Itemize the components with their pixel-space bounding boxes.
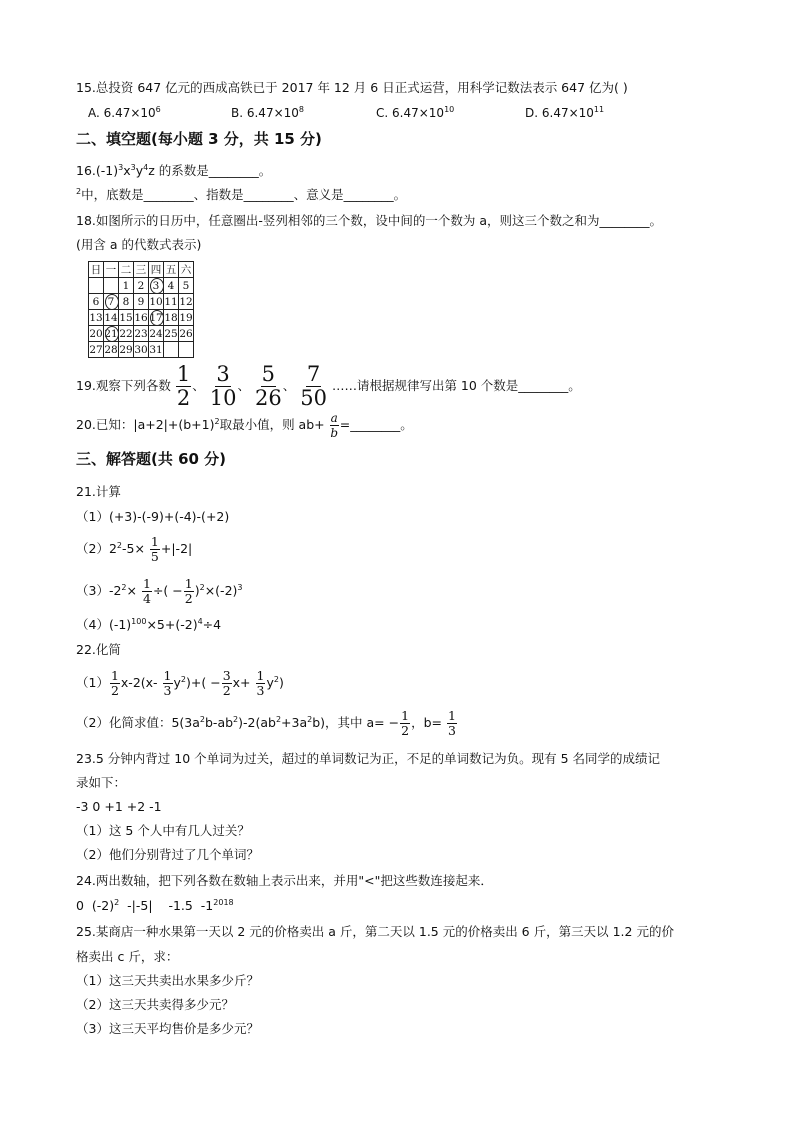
question-23-part1: （1）这 5 个人中有几人过关？ <box>76 823 250 838</box>
section-answer-heading: 三、解答题(共 60 分) <box>76 450 227 468</box>
question-21-part2: $(2)2^2-5\times$ $\frac{1}{5}$ +|-2| <box>76 533 193 564</box>
fraction: $\frac{1}{2}$ <box>110 667 119 698</box>
calendar-cell: 22 <box>119 327 133 340</box>
calendar-header-cell: 日 <box>89 262 104 278</box>
calendar-row <box>89 326 194 342</box>
calendar-cell: 5 <box>179 278 194 294</box>
fraction: $\frac{1}{2}$ <box>401 707 410 738</box>
fraction: $\frac{a}{b}$ <box>330 411 339 440</box>
calendar-header-cell: 三 <box>134 262 149 278</box>
calendar-header-cell: 五 <box>164 262 179 278</box>
option-d: D. $6.47\times 10^{11}$ <box>525 105 605 120</box>
question-24-line1: 24.两出数轴，把下列各数在数轴上表示出来，并用"<"把这些数连接起来． <box>76 873 493 888</box>
calendar-cell: 25 <box>164 327 178 340</box>
fraction: $\frac{1}{3}$ <box>447 707 456 738</box>
question-15: 15.总投资 647 亿元的西成高铁已于 2017 年 12 月 6 日正式运营，用科学记数法表示 647 亿为( ) <box>76 80 628 95</box>
question-23-line1: 23.5 分钟内背过 10 个单词为过关，超过的单词数记为正，不足的单词数记为负。现有 5 名同学的成绩记 <box>76 751 661 766</box>
question-25-part3: （3）这三天平均售价是多少元？ <box>76 1021 259 1036</box>
fraction: $\frac{1}{2}$ <box>184 575 193 606</box>
calendar-header-cell: 一 <box>104 262 119 278</box>
question-20: 20.已知：$|a+2|+(b+1)^2$取最小值，则 ab+ $\frac{a}{b}$ =________。 <box>76 411 413 440</box>
calendar-cell <box>104 278 119 294</box>
option-c: C. $6.47\times 10^{10}$ <box>376 105 455 120</box>
calendar-cell: 1 <box>119 278 134 294</box>
question-25-line2: 格卖出 c 斤，求： <box>76 949 179 964</box>
calendar-cell: 23 <box>134 327 148 340</box>
calendar-cell: 2 <box>134 278 149 294</box>
question-21-part1: （1）(+3)-(-9)+(-4)-(+2) <box>76 509 230 524</box>
calendar-cell <box>89 278 104 294</box>
fraction: $\frac{5}{26}$ <box>254 362 282 410</box>
question-21-title: 21.计算 <box>76 484 121 499</box>
calendar-cell: 14 <box>104 311 118 324</box>
section-fill-in-heading: 二、填空题(每小题 3 分，共 15 分) <box>76 130 322 148</box>
question-23-part2: （2）他们分别背过了几个单词？ <box>76 847 259 862</box>
fraction: $\frac{3}{2}$ <box>222 667 231 698</box>
fraction: $\frac{1}{3}$ <box>256 667 265 698</box>
calendar-header-cell: 六 <box>179 262 194 278</box>
calendar-cell: 13 <box>89 311 103 324</box>
calendar-row <box>89 310 194 326</box>
question-25-line1: 25.某商店一种水果第一天以 2 元的价格卖出 a 斤，第二天以 1.5 元的价格卖出 6 斤，第三天以 1.2 元的价 <box>76 924 674 939</box>
calendar-cell: 6 <box>89 294 104 310</box>
calendar-cell: 15 <box>119 311 133 324</box>
question-25-part1: （1）这三天共卖出水果多少斤？ <box>76 973 259 988</box>
fraction: $\frac{3}{10}$ <box>209 362 237 410</box>
question-22-title: 22.化简 <box>76 642 121 657</box>
calendar-cell: 30 <box>134 343 148 356</box>
question-19: 19.观察下列各数 $\frac{1}{2}$ 、 $\frac{3}{10}$ 、 $\frac{5}{26}$ 、 $\frac{7}{50}$ ……请根据规律写出第 10 个数是________。 <box>76 362 581 410</box>
calendar-cell: 8 <box>119 294 134 310</box>
question-17: $^2$中，底数是________、指数是________、意义是________。 <box>76 186 407 202</box>
calendar-cell <box>179 342 194 358</box>
fraction: $\frac{1}{3}$ <box>163 667 172 698</box>
calendar-row <box>89 278 194 294</box>
calendar-cell: 24 <box>149 327 163 340</box>
calendar-cell-circled: 17 <box>149 311 163 324</box>
calendar-cell <box>164 342 179 358</box>
calendar-cell: 11 <box>164 295 178 308</box>
question-18-line1: 18.如图所示的日历中，任意圈出-竖列相邻的三个数，设中间的一个数为 a，则这三个数之和为________。 <box>76 213 663 228</box>
calendar-row <box>89 294 194 310</box>
calendar-header-cell: 四 <box>149 262 164 278</box>
calendar-table <box>88 261 194 358</box>
calendar-cell: 12 <box>179 295 193 308</box>
calendar-row <box>89 342 194 358</box>
fraction: $\frac{7}{50}$ <box>300 362 327 410</box>
option-b: B. $6.47\times 10^8$ <box>231 105 304 120</box>
fraction: $\frac{1}{2}$ <box>176 362 191 410</box>
option-a: A. $6.47\times 10^6$ <box>88 105 161 120</box>
question-23-line2: 录如下： <box>76 775 127 790</box>
question-21-part4: $(4)(-1)^{100}\times 5+(-2)^4\div 4$ <box>76 616 222 632</box>
question-22-part2: （2）化简求值：$5(3a^2b-ab^2)-2(ab^2+3a^2b)$，其中 a= − $\frac{1}{2}$ ，b= $\frac{1}{3}$ <box>76 707 456 738</box>
calendar-cell-circled: 3 <box>149 278 164 294</box>
fraction: $\frac{1}{4}$ <box>142 575 151 606</box>
calendar-cell: 10 <box>149 295 163 308</box>
calendar-cell: 19 <box>179 311 193 324</box>
calendar-cell-circled: 7 <box>104 294 119 310</box>
calendar-cell: 28 <box>104 343 118 356</box>
question-25-part2: （2）这三天共卖得多少元？ <box>76 997 234 1012</box>
fraction: $\frac{1}{5}$ <box>150 533 159 564</box>
question-18-line2: (用含 a 的代数式表示) <box>76 237 202 252</box>
calendar-cell: 20 <box>89 327 103 340</box>
calendar-cell-circled: 21 <box>104 327 118 340</box>
question-23-scores: -3 0 +1 +2 -1 <box>76 799 162 814</box>
calendar-header-cell: 二 <box>119 262 134 278</box>
calendar-cell: 4 <box>164 278 179 294</box>
question-16: $16.(-1)^3x^3y^4z$ 的系数是________。 <box>76 162 272 178</box>
question-22-part1: （1） $\frac{1}{2}$ x-2(x- $\frac{1}{3}$ $y^2)+$( − $\frac{3}{2}$ x+ $\frac{1}{3}$ $y^2$) <box>76 667 284 698</box>
calendar-cell: 29 <box>119 343 133 356</box>
question-24-numbers: 0 $(-2)^2$ -|-5| -1.5 $-1^{2018}$ <box>76 897 234 913</box>
calendar-cell: 31 <box>149 343 163 356</box>
calendar-header-row <box>89 262 194 278</box>
calendar-cell: 16 <box>134 311 148 324</box>
question-21-part3: $(3)-2^2\times$ $\frac{1}{4}$ ÷( − $\frac{1}{2}$ )$^2\times(-2)^3$ <box>76 575 243 606</box>
calendar-cell: 26 <box>179 327 193 340</box>
calendar-cell: 27 <box>89 343 103 356</box>
calendar-cell: 9 <box>134 294 149 310</box>
calendar-cell: 18 <box>164 311 178 324</box>
